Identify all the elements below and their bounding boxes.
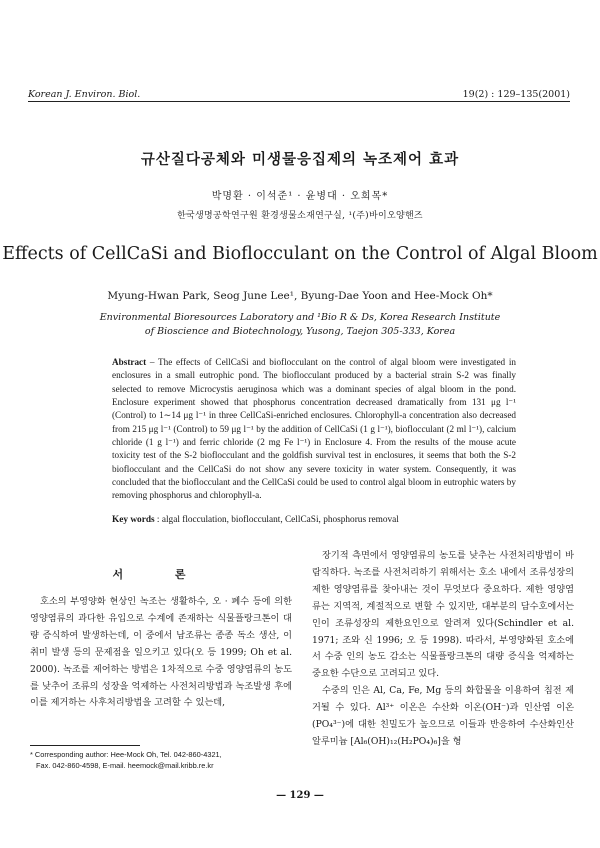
english-authors: Myung-Hwan Park, Seog June Lee¹, Byung-Dae Yoon and Hee-Mock Oh*: [107, 290, 493, 302]
keywords-text: : algal flocculation, bioflocculant, CellCaSi, phosphorus removal: [154, 515, 399, 525]
keywords-label: Key words: [112, 515, 155, 525]
left-column-paragraph: 호소의 부영양화 현상인 녹조는 생활하수, 오 · 폐수 등에 의한 영양염류의 과다한 유입으로 수계에 존재하는 식물플랑크톤이 대량 증식하여 발생하는데, 이 중에서 남조류는 종종 독소 생산, 이취미 발생 등의 문제점을 일으키고 있다(오 등 1999; Oh et al. 2000). 녹조를 제어하는 방법은 1차적으로 수중 영양염류의 농도를 낮추어 조류의 성장을 억제하는 사전처리방법과 녹조발생 후에 이를 제거하는 사후처리방법을 고려할 수 있는데,: [30, 596, 292, 709]
left-column: [30, 594, 292, 712]
abstract-block: [112, 356, 516, 503]
english-affiliation: [0, 311, 600, 339]
right-column-paragraph-2: 수중의 인은 Al, Ca, Fe, Mg 등의 화합물을 이용하여 침전 제거될 수 있다. Al³⁺ 이온은 수산화 이온(OH⁻)과 인산염 이온(PO₄³⁻)에 대한 친밀도가 높으므로 이들과 반응하여 수산화인산알루미늄 [Al₆(OH)₁₂(H₂PO₄)₆]을 형: [312, 685, 574, 747]
right-column: [312, 548, 574, 751]
korean-authors: 박명환 · 이석준¹ · 윤병대 · 오희목*: [211, 191, 389, 202]
korean-title: 규산질다공체와 미생물응집제의 녹조제어 효과: [140, 151, 460, 168]
section-heading-introduction: 서 론: [112, 568, 210, 581]
footnote-line-2: Fax. 042-860-4598, E-mail. heemock@mail.kribb.re.kr: [36, 760, 214, 770]
affiliation-line-1: Environmental Bioresources Laboratory and ¹Bio R & Ds, Korea Research Institute: [99, 312, 501, 323]
footnote-line-1: * Corresponding author: Hee-Mock Oh, Tel. 042-860-4321,: [30, 750, 222, 759]
page-number: — 129 —: [276, 790, 324, 801]
corresponding-author-footnote: [30, 750, 300, 771]
english-title: Effects of CellCaSi and Bioflocculant on the Control of Algal Bloom: [2, 244, 598, 264]
abstract-text: – The effects of CellCaSi and bioflocculant on the control of algal bloom were investigated in enclosures in a small eutrophic pond. The bioflocculant produced by a bacterial strain S-2 was finally selected to remove Microcystis aeruginosa which was a dominant species of algal bloom in the pond. Enclosure experiment showed that phosphorus concentration decreased dramatically from 131 μg l⁻¹ (Control) to 1∼14 μg l⁻¹ in three CellCaSi-enriched enclosures. Chlorophyll-a concentration also decreased from 215 μg l⁻¹ (Control) to 59 μg l⁻¹ by the addition of CellCaSi (1 g l⁻¹), bioflocculant (2 ml l⁻¹), calcium chloride (1 g l⁻¹) and ferric chloride (2 mg Fe l⁻¹) in Enclosure 4. From the results of the mouse acute toxicity test of the S-2 bioflocculant and the goldfish survival test in enclosures, it seems that both the S-2 bioflocculant and the CellCaSi do not show any severe toxicity in water system. Consequently, it was concluded that the bioflocculant and the CellCaSi could be used to control algal bloom in eutrophic waters by removing phosphorus and chlorophyll-a.: [112, 357, 516, 501]
journal-name: Korean J. Environ. Biol.: [28, 89, 141, 100]
citation-info: 19(2) : 129–135(2001): [462, 89, 570, 100]
affiliation-line-2: of Bioscience and Biotechnology, Yusong, Taejon 305-333, Korea: [144, 326, 456, 337]
right-column-paragraph-1: 장기적 측면에서 영양염류의 농도를 낮추는 사전처리방법이 바람직하다. 녹조를 사전처리하기 위해서는 호소 내에서 조류성장의 제한 영양염류를 찾아내는 것이 무엇보다 중요하다. 제한 영양염류는 지역적, 계절적으로 변할 수 있지만, 대부분의 담수호에서는 인이 조류성장의 제한요인으로 알려져 있다(Schindler et al. 1971; 조와 신 1996; 오 등 1998). 따라서, 부영양화된 호소에서 수중 인의 농도 감소는 식물플랑크톤의 대량 증식을 억제하는 중요한 수단으로 고려되고 있다.: [312, 550, 574, 680]
abstract-label: Abstract: [112, 357, 147, 367]
keywords-block: [112, 515, 516, 525]
running-header: [28, 84, 570, 102]
footnote-divider: [30, 745, 140, 746]
korean-affiliation: 한국생명공학연구원 환경생물소재연구실, ¹(주)바이오양핸즈: [177, 211, 423, 221]
